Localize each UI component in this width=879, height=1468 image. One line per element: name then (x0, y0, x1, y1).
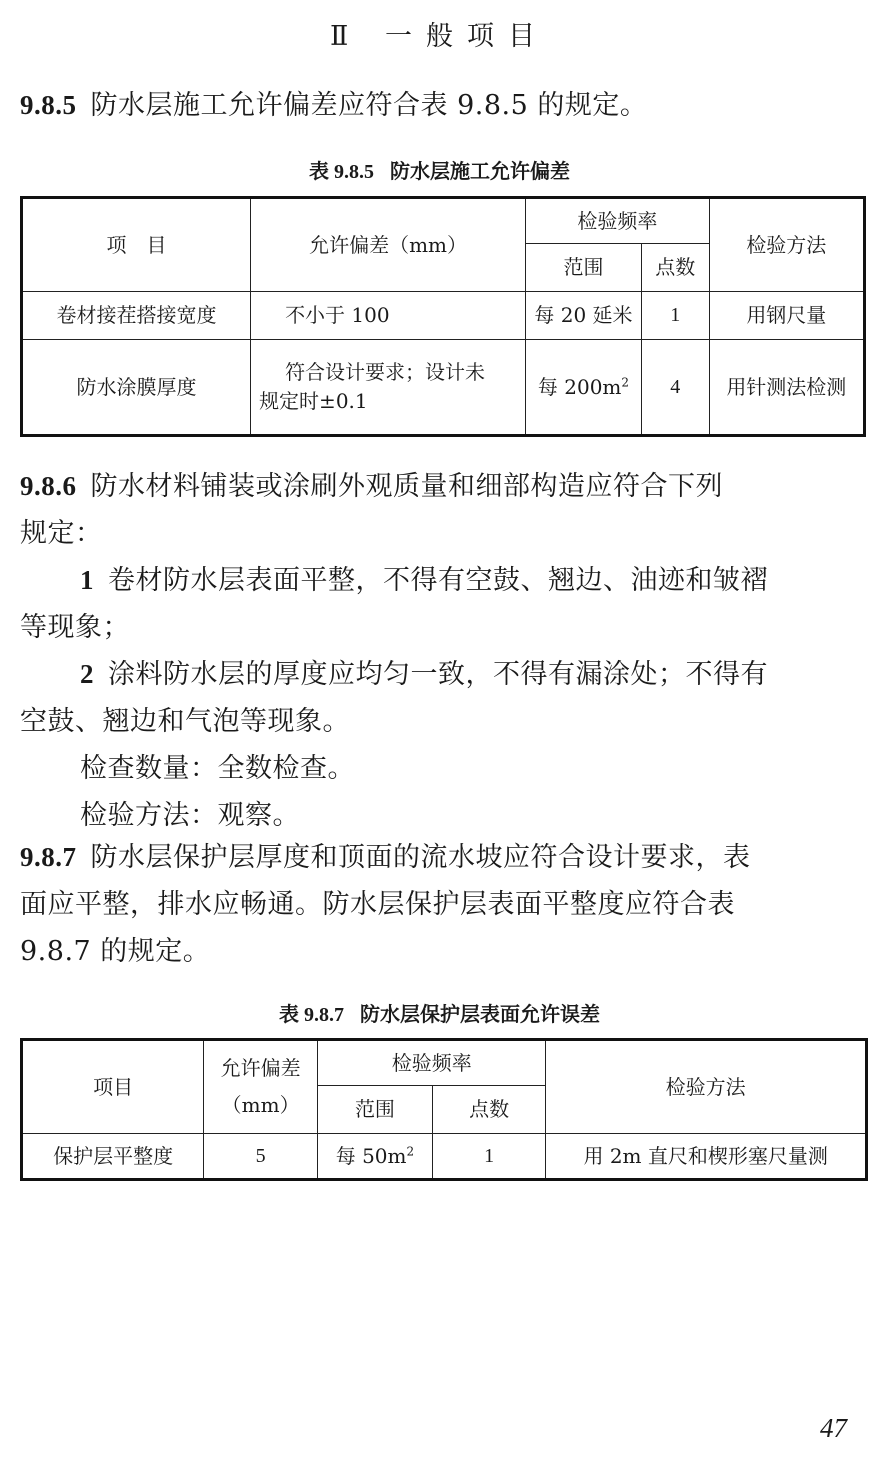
header-frequency: 检验频率 (526, 198, 710, 244)
clause-number: 9.8.7 (20, 842, 77, 872)
header-method: 检验方法 (546, 1040, 867, 1134)
header-tolerance-line1: 允许偏差 (220, 1056, 301, 1080)
cell-item: 防水涂膜厚度 (22, 340, 251, 436)
section-heading: Ⅱ 一般项目 (330, 21, 549, 52)
list-item-2-cont: 空鼓、翘边和气泡等现象。 (20, 706, 350, 737)
header-item: 项目 (22, 1040, 204, 1134)
header-frequency: 检验频率 (318, 1040, 546, 1086)
list-item-1-cont: 等现象； (20, 612, 130, 643)
clause-number: 9.8.6 (20, 471, 77, 501)
table-9-8-5-caption (0, 155, 879, 184)
clause-9-8-6 (20, 463, 865, 839)
inspection-quantity: 检查数量：全数检查。 (80, 753, 355, 784)
clause-text-line2: 规定： (20, 518, 103, 549)
cell-range-text: 每 50m (335, 1143, 407, 1168)
inspection-method: 检验方法：观察。 (80, 800, 300, 831)
cell-tolerance-line1: 符合设计要求；设计未 (285, 360, 486, 384)
cell-method: 用 2m 直尺和楔形塞尺量测 (546, 1134, 867, 1180)
table-caption-title: 防水层保护层表面允许误差 (360, 1002, 600, 1026)
list-item-2 (20, 651, 865, 698)
item-text-line1: 涂料防水层的厚度应均匀一致，不得有漏涂处；不得有 (108, 659, 768, 690)
clause-text: 防水层施工允许偏差应符合表 9.8.5 的规定。 (90, 90, 648, 121)
cell-method: 用钢尺量 (709, 292, 864, 340)
item-text-line1: 卷材防水层表面平整，不得有空鼓、翘边、油迹和皱褶 (108, 565, 768, 596)
clause-text-line2: 面应平整，排水应畅通。防水层保护层表面平整度应符合表 (20, 889, 735, 920)
cell-range-sup: 2 (406, 1143, 415, 1158)
header-range: 范围 (526, 244, 642, 292)
header-points: 点数 (432, 1086, 546, 1134)
cell-range-sup: 2 (621, 374, 630, 389)
table-9-8-5 (20, 196, 866, 437)
cell-range (526, 340, 642, 436)
table-9-8-7 (20, 1038, 868, 1181)
cell-points: 4 (641, 340, 709, 436)
cell-range: 每 20 延米 (526, 292, 642, 340)
list-item-1 (20, 557, 865, 604)
cell-range (318, 1134, 433, 1180)
header-tolerance (204, 1040, 318, 1134)
cell-method: 用针测法检测 (709, 340, 864, 436)
header-range: 范围 (318, 1086, 433, 1134)
clause-text-line3: 9.8.7 的规定。 (20, 936, 211, 967)
cell-tolerance-line2: 规定时±0.1 (259, 389, 368, 413)
page-number: 47 (820, 1413, 847, 1443)
cell-item: 卷材接茬搭接宽度 (22, 292, 251, 340)
cell-tolerance (251, 340, 526, 436)
header-tolerance: 允许偏差（mm） (251, 198, 526, 292)
header-points: 点数 (641, 244, 709, 292)
clause-text-line1: 防水材料铺装或涂刷外观质量和细部构造应符合下列 (90, 471, 723, 502)
clause-9-8-5 (20, 82, 865, 129)
header-tolerance-line2: （mm） (221, 1093, 300, 1117)
header-item: 项 目 (22, 198, 251, 292)
table-caption-title: 防水层施工允许偏差 (390, 159, 570, 183)
table-row (22, 340, 865, 436)
table-9-8-7-caption (0, 998, 879, 1027)
cell-item: 保护层平整度 (22, 1134, 204, 1180)
item-number: 1 (80, 565, 94, 595)
table-row (22, 1134, 867, 1180)
cell-points: 1 (432, 1134, 546, 1180)
cell-range-text: 每 200m (537, 374, 622, 399)
header-method: 检验方法 (709, 198, 864, 292)
table-row (22, 292, 865, 340)
clause-text-line1: 防水层保护层厚度和顶面的流水坡应符合设计要求，表 (90, 842, 751, 873)
clause-number: 9.8.5 (20, 90, 77, 120)
cell-points: 1 (641, 292, 709, 340)
cell-tolerance: 5 (204, 1134, 318, 1180)
clause-9-8-7 (20, 834, 865, 975)
cell-tolerance: 不小于 100 (251, 292, 526, 340)
table-caption-number: 表 9.8.7 (279, 1004, 344, 1026)
table-caption-number: 表 9.8.5 (309, 161, 374, 183)
item-number: 2 (80, 659, 94, 689)
